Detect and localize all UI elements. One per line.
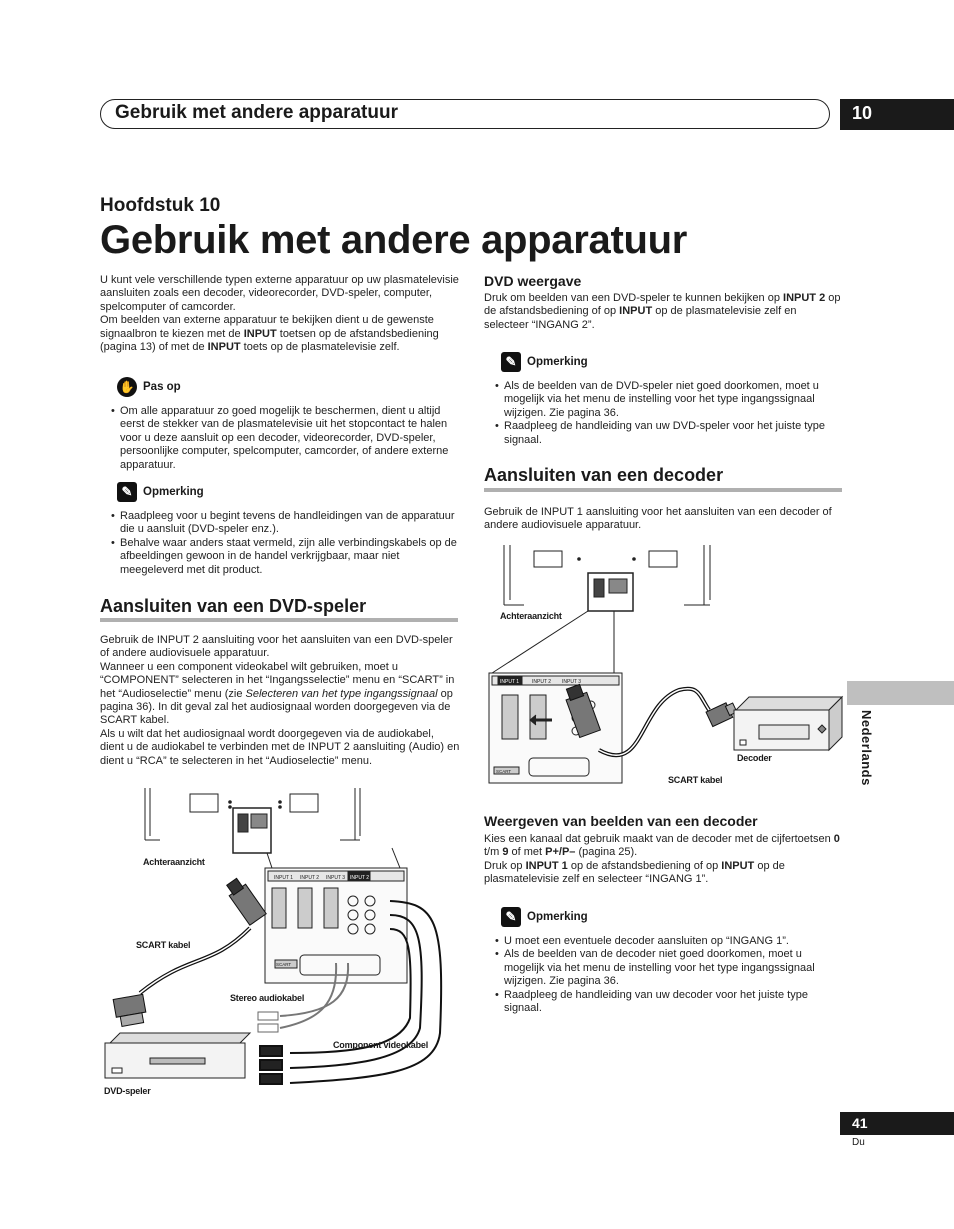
- dvd-player-device: [105, 1033, 250, 1078]
- key-zero: 0: [833, 833, 840, 845]
- decoder-view-paragraph-2: [484, 860, 844, 887]
- note3-heading: [501, 907, 588, 927]
- dvd-view-input2-key: INPUT 2: [783, 292, 826, 304]
- chapter-number: 10: [852, 103, 873, 123]
- jack-label-input2: INPUT 2: [300, 875, 320, 881]
- chapter-number-box: [840, 99, 954, 130]
- jack-panel-enlarged: [489, 673, 622, 783]
- dvd-view-text-run: op de plasmatelevisie zelf en selecteer “INGANG 2”.: [484, 305, 797, 331]
- page-language-code: Du: [852, 1137, 865, 1148]
- intro-paragraph-1: U kunt vele verschillende typen externe apparatuur op uw plasmatelevisie aansluiten zoals een decoder, videorecorder, DVD-speler, computer, spelcomputer of camcorder.: [100, 274, 459, 313]
- dvd-view-heading: DVD weergave: [484, 273, 582, 289]
- hand-stop-icon: ✋: [117, 377, 137, 397]
- decoder-connection-diagram: [484, 545, 846, 790]
- dvd-text-run: Wanneer u een component videokabel wilt gebruiken, moet u “COMPONENT” selecteren in het “Ingangsselectie” menu en “SCART” in het “Audioselectie” menu (zie: [100, 660, 455, 700]
- note3-item: • Als de beelden van de decoder niet goed doorkomen, moet u mogelijk via het menu de instelling voor het type ingangssignaal wijzigen. Zie pagina 36.: [495, 948, 845, 988]
- label-rear-view-decoder: Achteraanzicht: [500, 611, 562, 621]
- page-number-box: [840, 1112, 954, 1135]
- note1-item: • Raadpleeg voor u begint tevens de handleidingen van de apparatuur die u aansluit (DVD-speler enz.).: [111, 510, 460, 537]
- dvd-view-text: [484, 292, 844, 332]
- pencil-note-icon: ✎: [501, 352, 521, 372]
- decoder-section-rule: [484, 488, 842, 492]
- decoder-view-text: [484, 833, 844, 887]
- tv-rear-panel: [145, 788, 360, 853]
- decoder-view-paragraph-1: [484, 833, 844, 860]
- label-dvd-player: DVD-speler: [104, 1086, 151, 1096]
- jack-label-input3: INPUT 3: [562, 679, 582, 685]
- jack-label-input2: INPUT 2: [532, 679, 552, 685]
- dvd-view-paragraph: [484, 292, 844, 332]
- caution-heading-label: Pas op: [143, 381, 181, 393]
- decoder-view-text-run: op de afstandsbediening of op: [567, 859, 722, 872]
- dvd-paragraph-1: Gebruik de INPUT 2 aansluiting voor het aansluiten van een DVD-speler of andere audiovisuele apparatuur.: [100, 634, 453, 660]
- jack-label-input2-highlight: INPUT 2: [350, 875, 370, 881]
- dvd-paragraph-2: [100, 661, 460, 728]
- note1-list: [111, 510, 460, 577]
- caution-heading: [117, 377, 181, 397]
- intro-text-run: toetsen op de afstandsbediening (pagina 13) of met de: [100, 327, 439, 354]
- decoder-paragraph-1: Gebruik de INPUT 1 aansluiting voor het aansluiten van een decoder of andere audiovisuele apparatuur.: [484, 506, 832, 532]
- dvd-section-rule: [100, 618, 458, 622]
- label-component-cable: Component videokabel: [333, 1040, 429, 1050]
- dvd-view-text-run: Druk om beelden van een DVD-speler te kunnen bekijken op: [484, 292, 784, 304]
- label-scart-cable-decoder: SCART kabel: [668, 775, 723, 785]
- intro-input-key: INPUT: [243, 327, 277, 340]
- dvd-section-text: [100, 634, 460, 768]
- key-input: INPUT: [721, 859, 755, 872]
- jack-label-input3: INPUT 3: [326, 875, 346, 881]
- dvd-view-text-run: op de afstandsbediening of op: [484, 292, 841, 318]
- intro-paragraph-2: [100, 314, 460, 354]
- note3-heading-label: Opmerking: [527, 911, 588, 923]
- language-side-tab: [847, 681, 954, 705]
- note2-heading-label: Opmerking: [527, 356, 588, 368]
- intro-input-key: INPUT: [207, 341, 241, 354]
- panel-scart-tag: SCART: [276, 962, 292, 967]
- decoder-view-text-run: Kies een kanaal dat gebruik maakt van de decoder met de cijfertoetsen: [484, 833, 834, 845]
- decoder-view-text-run: of met: [508, 846, 546, 859]
- chapter-kicker: Hoofdstuk 10: [100, 195, 221, 216]
- note1-heading: [117, 482, 204, 502]
- intro-text: [100, 274, 460, 354]
- decoder-view-text-run: Druk op: [484, 859, 526, 872]
- intro-text-run: Om beelden van externe apparatuur te bekijken dient u de gewenste signaalbron te kiezen met de: [100, 314, 434, 340]
- tv-rear-panel: [504, 545, 710, 611]
- jack-label-input1: INPUT 1: [274, 875, 294, 881]
- note2-item: • Raadpleeg de handleiding van uw DVD-speler voor het juiste type signaal.: [495, 420, 845, 447]
- pencil-note-icon: ✎: [117, 482, 137, 502]
- label-stereo-cable: Stereo audiokabel: [230, 993, 305, 1003]
- dvd-section-heading: Aansluiten van een DVD-speler: [100, 596, 367, 616]
- pencil-note-icon: ✎: [501, 907, 521, 927]
- label-rear-view-dvd: Achteraanzicht: [143, 857, 205, 867]
- key-nine: 9: [502, 846, 509, 859]
- page-number: 41: [852, 1115, 868, 1131]
- decoder-view-text-run: op de plasmatelevisie zelf en selecteer “INGANG 1”.: [484, 859, 785, 886]
- dvd-reference-italic: Selecteren van het type ingangssignaal: [245, 687, 438, 700]
- scart-cable: [113, 876, 266, 1027]
- language-side-text: Nederlands: [859, 710, 874, 786]
- dvd-text-run: op pagina 36). In dit geval zal het audiosignaal worden doorgegeven via de SCART kabel.: [100, 687, 453, 727]
- decoder-device: [734, 697, 842, 750]
- language-side-label: [852, 710, 876, 800]
- note2-heading: [501, 352, 588, 372]
- label-scart-cable-dvd: SCART kabel: [136, 940, 191, 950]
- header-title: Gebruik met andere apparatuur: [115, 102, 398, 123]
- caution-item: • Om alle apparatuur zo goed mogelijk te beschermen, dient u altijd eerst de stekker van de plasmatelevisie uit het stopcontact te halen voor u deze aansluit op een decoder, videorecorder, DVD-speler, persoonlijke computer, spelcomputer, camcorder, of andere externe apparatuur.: [111, 405, 460, 472]
- decoder-view-text-run: (pagina 25).: [575, 846, 638, 859]
- key-input1: INPUT 1: [525, 859, 568, 872]
- page-title: Gebruik met andere apparatuur: [100, 218, 688, 262]
- note1-item: • Behalve waar anders staat vermeld, zijn alle verbindingskabels op de afbeeldingen gewoon in de handel verkrijgbaar, maar niet meegeleverd met dit product.: [111, 537, 460, 577]
- jack-label-input1: INPUT 1: [500, 679, 520, 685]
- decoder-section-heading: Aansluiten van een decoder: [484, 465, 724, 485]
- note1-heading-label: Opmerking: [143, 486, 204, 498]
- decoder-view-heading: Weergeven van beelden van een decoder: [484, 813, 758, 829]
- note3-list: [495, 935, 845, 1015]
- label-decoder: Decoder: [737, 753, 772, 763]
- note2-list: [495, 380, 845, 447]
- intro-text-run: toets op de plasmatelevisie zelf.: [240, 341, 400, 354]
- note3-item: • U moet een eventuele decoder aansluiten op “INGANG 1”.: [495, 935, 845, 948]
- dvd-paragraph-3: Als u wilt dat het audiosignaal wordt doorgegeven via de audiokabel, dient u de audiokabel te verbinden met de INPUT 2 aansluiting (Audio) en dient u “RCA” te selecteren in het “Audioselectie” menu.: [100, 727, 460, 767]
- decoder-section-text: [484, 506, 844, 533]
- dvd-view-input-key: INPUT: [619, 305, 653, 318]
- caution-list: [111, 405, 460, 472]
- panel-scart-tag: SCART: [496, 769, 512, 774]
- note2-item: • Als de beelden van de DVD-speler niet goed doorkomen, moet u mogelijk via het menu de instelling voor het type ingangssignaal wijzigen. Zie pagina 36.: [495, 380, 845, 420]
- note3-item: • Raadpleeg de handleiding van uw decoder voor het juiste type signaal.: [495, 989, 845, 1016]
- decoder-view-text-run: t/m: [484, 846, 503, 859]
- key-program-up-down: P+/P–: [545, 846, 576, 859]
